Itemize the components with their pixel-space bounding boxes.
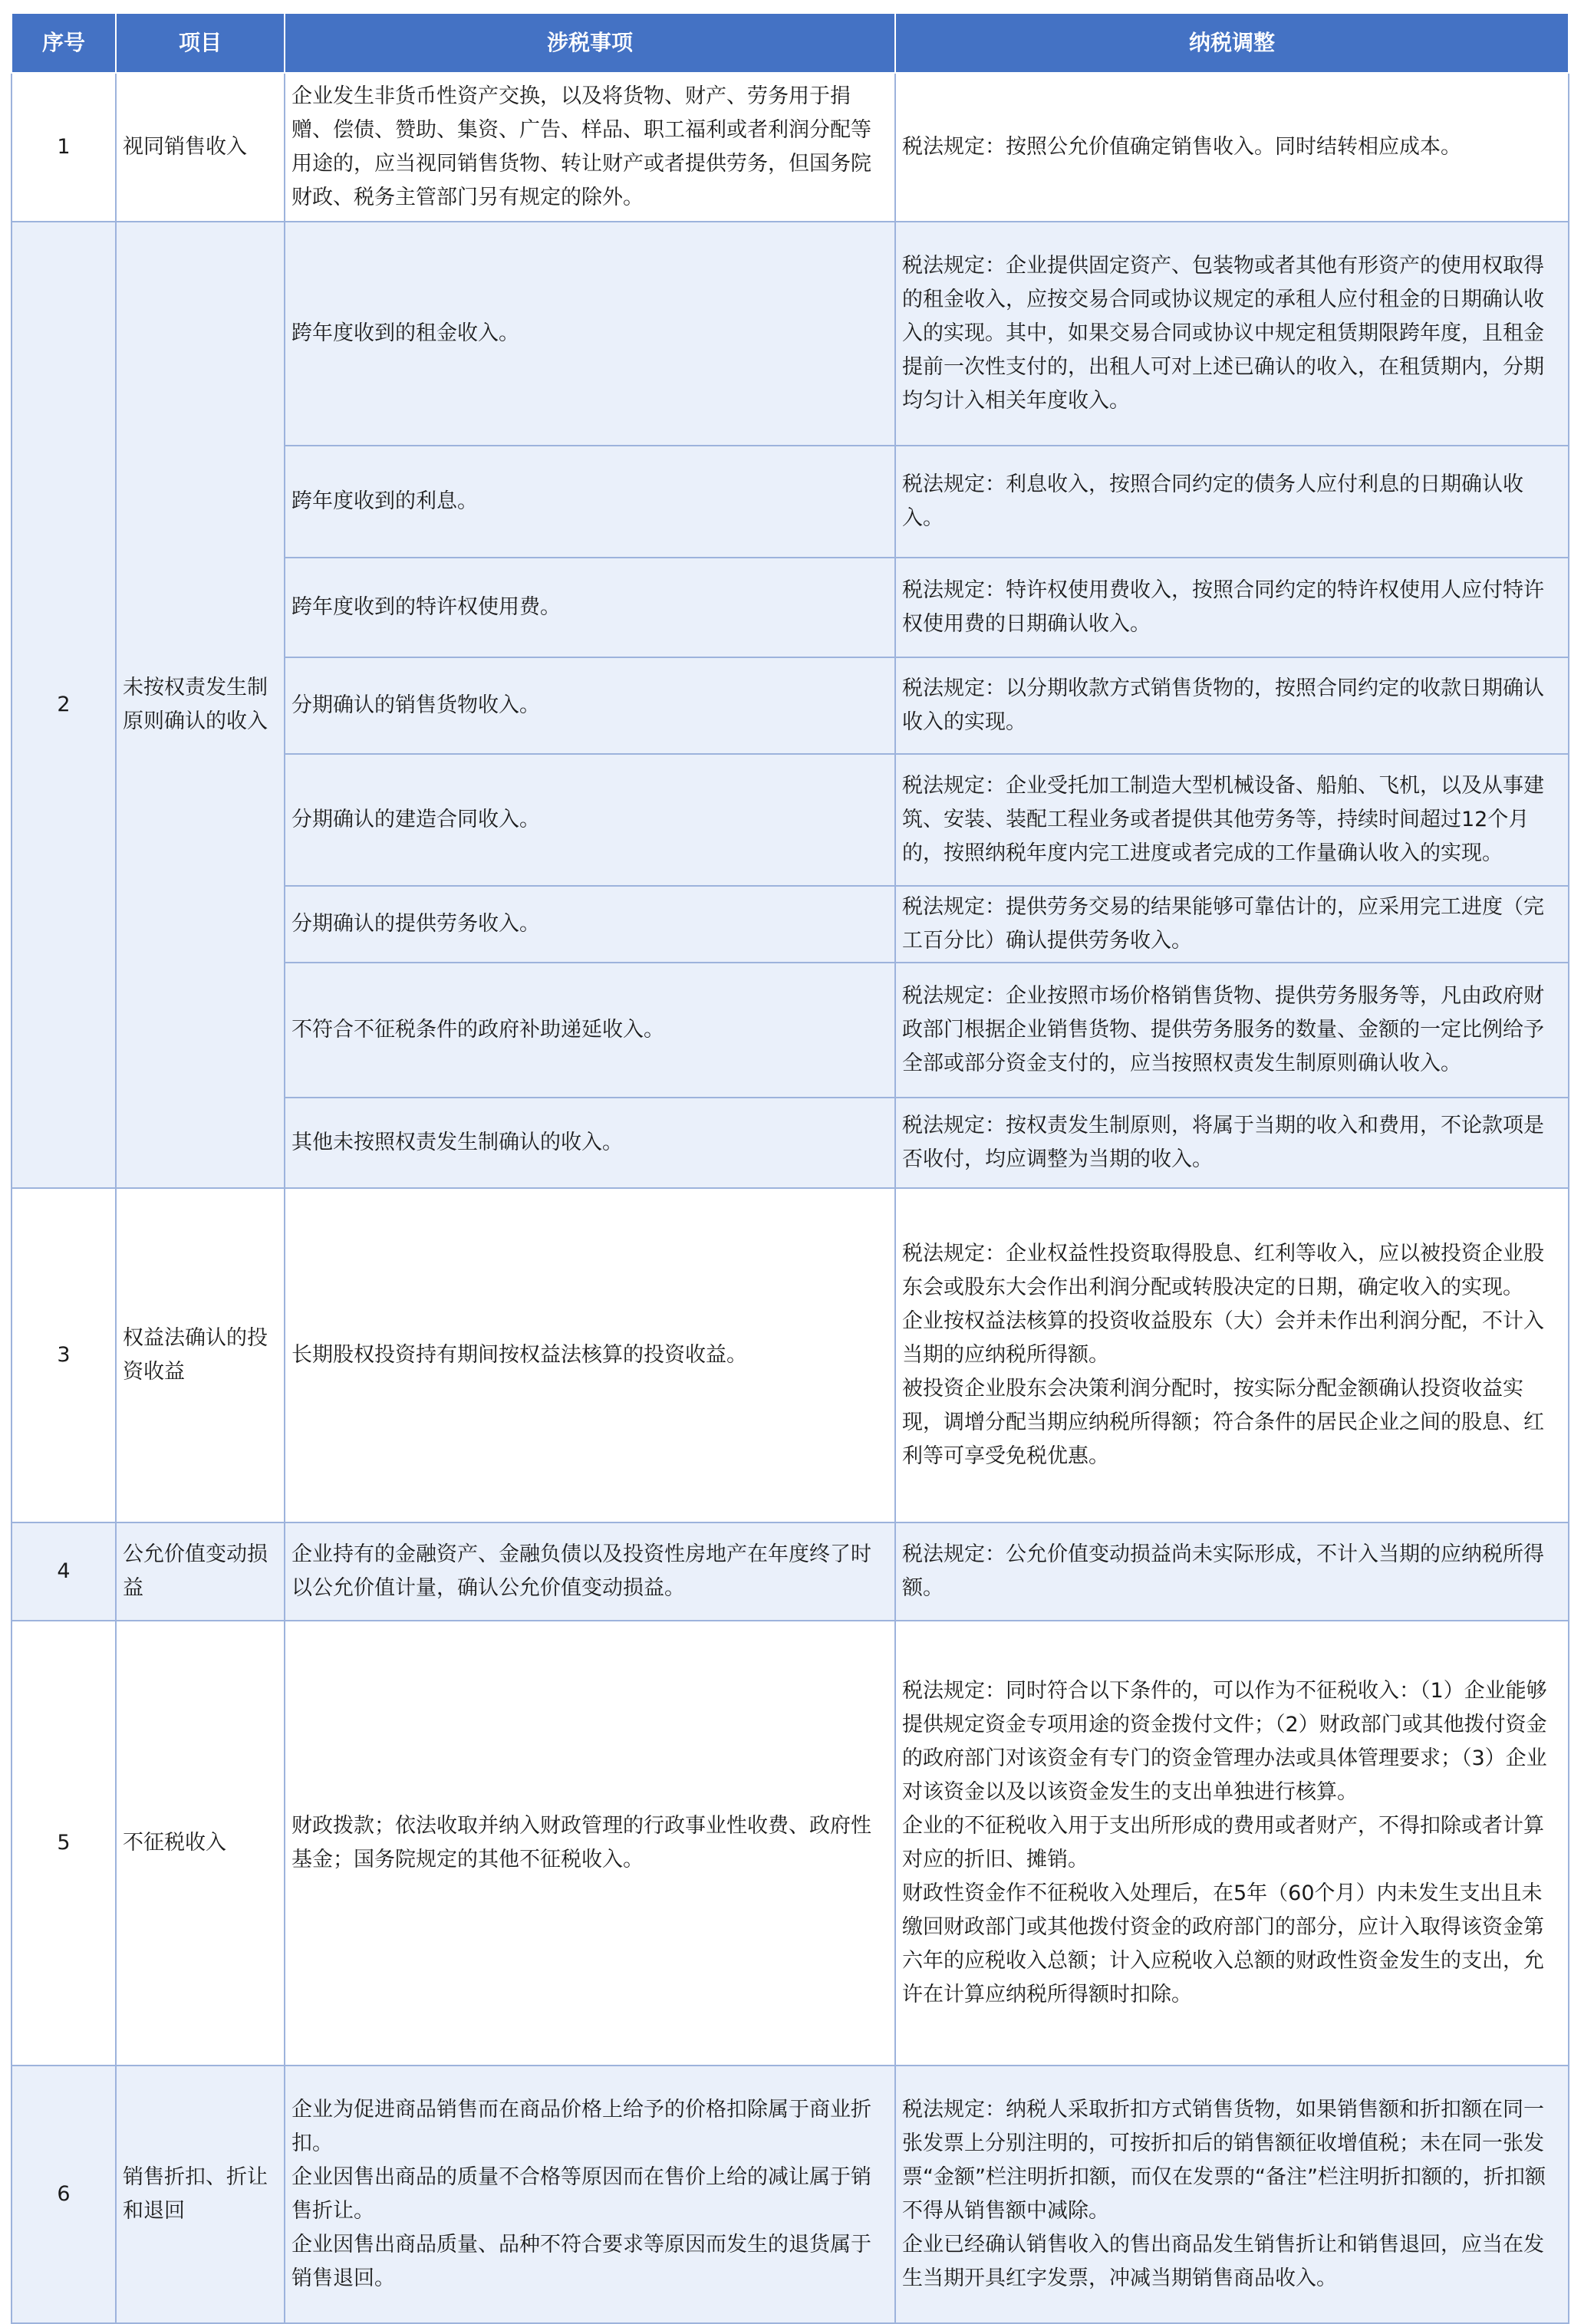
row-number: 1 [12,73,116,222]
row-adjustment [895,446,1569,558]
matter-text: 企业因售出商品质量、品种不符合要求等原因而发生的退货属于销售退回。 [291,2233,871,2290]
matter-text: 跨年度收到的利息。 [291,489,478,513]
adjustment-text: 企业的不征税收入用于支出所形成的费用或者财产，不得扣除或者计算对应的折旧、摊销。 [902,1814,1544,1871]
row-matter [285,73,895,222]
row-adjustment [895,222,1569,446]
table-row [12,1188,1569,1522]
header-no: 序号 [12,13,116,73]
adjustment-text: 税法规定：利息收入，按照合同约定的债务人应付利息的日期确认收入。 [902,472,1523,530]
adjustment-text: 企业按权益法核算的投资收益股东（大）会并未作出利润分配，不计入当期的应纳税所得额。 [902,1309,1544,1367]
row-matter [285,1621,895,2066]
row-matter [285,222,895,446]
matter-text: 企业为促进商品销售而在商品价格上给予的价格扣除属于商业折扣。 [291,2098,871,2155]
row-adjustment [895,1098,1569,1188]
adjustment-text: 税法规定：特许权使用费收入，按照合同约定的特许权使用人应付特许权使用费的日期确认收入。 [902,578,1544,636]
row-adjustment [895,1188,1569,1522]
adjustment-text: 税法规定：企业提供固定资产、包装物或者其他有形资产的使用权取得的租金收入，应按交易合同或协议规定的承租人应付租金的日期确认收入的实现。其中，如果交易合同或协议中规定租赁期限跨年度，且租金提前一次性支付的，出租人可对上述已确认的收入，在租赁期内，分期均匀计入相关年度收入。 [902,254,1544,413]
row-matter [285,1098,895,1188]
adjustment-text: 税法规定：公允价值变动损益尚未实际形成，不计入当期的应纳税所得额。 [902,1542,1544,1600]
row-adjustment [895,963,1569,1098]
table-row [12,222,1569,446]
row-adjustment [895,754,1569,886]
adjustment-text: 被投资企业股东会决策利润分配时，按实际分配金额确认投资收益实现，调增分配当期应纳税所得额；符合条件的居民企业之间的股息、红利等可享受免税优惠。 [902,1377,1544,1468]
row-matter [285,963,895,1098]
adjustment-text: 税法规定：以分期收款方式销售货物的，按照合同约定的收款日期确认收入的实现。 [902,676,1544,734]
row-matter [285,446,895,558]
adjustment-text: 税法规定：按照公允价值确定销售收入。同时结转相应成本。 [902,135,1461,159]
row-matter [285,754,895,886]
table-row [12,2066,1569,2323]
row-number: 5 [12,1621,116,2066]
row-matter [285,558,895,657]
matter-text: 财政拨款；依法收取并纳入财政管理的行政事业性收费、政府性基金；国务院规定的其他不征税收入。 [291,1814,871,1871]
matter-text: 其他未按照权责发生制确认的收入。 [291,1131,623,1154]
row-number: 4 [12,1522,116,1621]
matter-text: 跨年度收到的租金收入。 [291,321,519,345]
row-adjustment [895,1522,1569,1621]
row-adjustment [895,73,1569,222]
row-item: 视同销售收入 [116,73,285,222]
header-item: 项目 [116,13,285,73]
adjustment-text: 税法规定：纳税人采取折扣方式销售货物，如果销售额和折扣额在同一张发票上分别注明的，可按折扣后的销售额征收增值税；未在同一张发票“金额”栏注明折扣额，而仅在发票的“备注”栏注明折扣额的，折扣额不得从销售额中减除。 [902,2098,1546,2223]
adjustment-text: 税法规定：按权责发生制原则，将属于当期的收入和费用，不论款项是否收付，均应调整为当期的收入。 [902,1114,1544,1171]
row-item: 销售折扣、折让和退回 [116,2066,285,2323]
table-body [12,73,1569,2323]
row-item: 公允价值变动损益 [116,1522,285,1621]
matter-text: 企业持有的金融资产、金融负债以及投资性房地产在年度终了时以公允价值计量，确认公允价值变动损益。 [291,1542,871,1600]
tax-adjustment-table [11,12,1569,2324]
row-matter [285,657,895,754]
row-adjustment [895,2066,1569,2323]
matter-text: 不符合不征税条件的政府补助递延收入。 [291,1018,664,1042]
adjustment-text: 税法规定：提供劳务交易的结果能够可靠估计的，应采用完工进度（完工百分比）确认提供劳务收入。 [902,895,1544,953]
row-adjustment [895,558,1569,657]
row-matter [285,2066,895,2323]
header-row [12,13,1569,73]
row-item: 未按权责发生制原则确认的收入 [116,222,285,1188]
row-item: 不征税收入 [116,1621,285,2066]
matter-text: 企业发生非货币性资产交换，以及将货物、财产、劳务用于捐赠、偿债、赞助、集资、广告、样品、职工福利或者利润分配等用途的，应当视同销售货物、转让财产或者提供劳务，但国务院财政、税务主管部门另有规定的除外。 [291,84,871,209]
row-matter [285,1188,895,1522]
row-matter [285,886,895,963]
row-number: 3 [12,1188,116,1522]
row-number: 6 [12,2066,116,2323]
matter-text: 长期股权投资持有期间按权益法核算的投资收益。 [291,1343,747,1367]
matter-text: 分期确认的销售货物收入。 [291,693,540,717]
adjustment-text: 企业已经确认销售收入的售出商品发生销售折让和销售退回，应当在发生当期开具红字发票，冲减当期销售商品收入。 [902,2233,1544,2290]
row-number: 2 [12,222,116,1188]
row-item: 权益法确认的投资收益 [116,1188,285,1522]
row-adjustment [895,886,1569,963]
matter-text: 企业因售出商品的质量不合格等原因而在售价上给的减让属于销售折让。 [291,2165,871,2223]
adjustment-text: 税法规定：企业受托加工制造大型机械设备、船舶、飞机，以及从事建筑、安装、装配工程业务或者提供其他劳务等，持续时间超过12个月的，按照纳税年度内完工进度或者完成的工作量确认收入的实现。 [902,774,1544,865]
adjustment-text: 税法规定：企业按照市场价格销售货物、提供劳务服务等，凡由政府财政部门根据企业销售货物、提供劳务服务的数量、金额的一定比例给予全部或部分资金支付的，应当按照权责发生制原则确认收入。 [902,984,1544,1075]
adjustment-text: 税法规定：企业权益性投资取得股息、红利等收入，应以被投资企业股东会或股东大会作出利润分配或转股决定的日期，确定收入的实现。 [902,1242,1544,1299]
matter-text: 跨年度收到的特许权使用费。 [291,595,561,619]
header-matter: 涉税事项 [285,13,895,73]
matter-text: 分期确认的建造合同收入。 [291,808,540,831]
table-row [12,73,1569,222]
adjustment-text: 财政性资金作不征税收入处理后，在5年（60个月）内未发生支出且未缴回财政部门或其他拨付资金的政府部门的部分，应计入取得该资金第六年的应税收入总额；计入应税收入总额的财政性资金发生的支出，允许在计算应纳税所得额时扣除。 [902,1881,1544,2006]
table-row [12,1522,1569,1621]
matter-text: 分期确认的提供劳务收入。 [291,912,540,936]
row-adjustment [895,1621,1569,2066]
table-row [12,1621,1569,2066]
adjustment-text: 税法规定：同时符合以下条件的，可以作为不征税收入：（1）企业能够提供规定资金专项用途的资金拨付文件；（2）财政部门或其他拨付资金的政府部门对该资金有专门的资金管理办法或具体管理要求；（3）企业对该资金以及以该资金发生的支出单独进行核算。 [902,1679,1547,1804]
row-matter [285,1522,895,1621]
row-adjustment [895,657,1569,754]
header-adjust: 纳税调整 [895,13,1569,73]
